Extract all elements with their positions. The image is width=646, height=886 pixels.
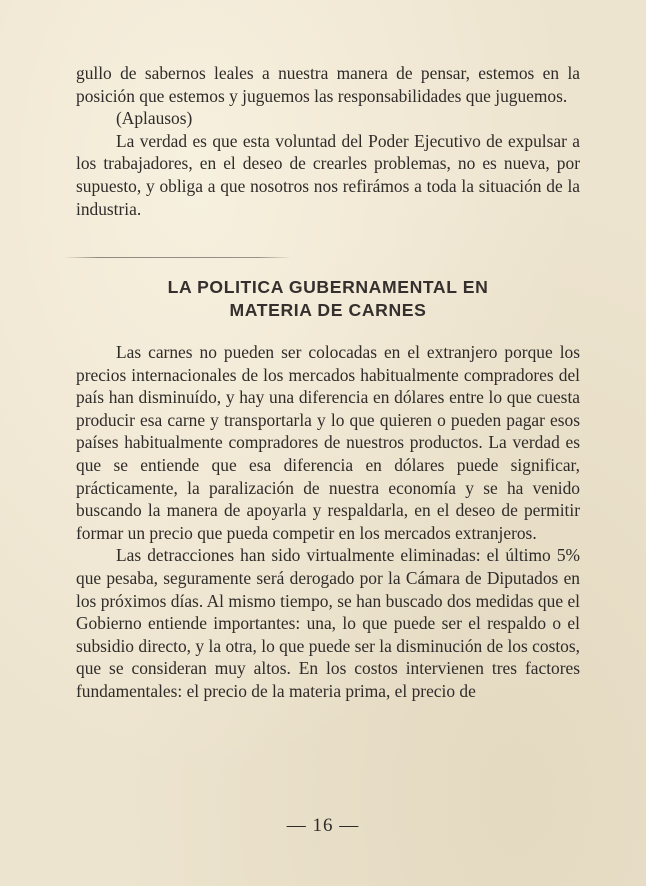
section-body xyxy=(76,341,580,703)
section-divider xyxy=(64,257,292,258)
paragraph: Las carnes no pueden ser colocadas en el extranjero porque los precios internacionales de los mercados habitualmente compradores del país han disminuído, y hay una diferencia en dólares entre lo que cuesta producir esa carne y transportarla y lo que quieren o pueden pagar esos países habitualmente compradores de nuestros productos. La verdad es que se entiende que esa diferencia en dólares puede significar, prácticamente, la paralización de nuestra economía y se ha venido buscando la manera de apoyarla y respaldarla, en el deseo de permitir formar un precio que pueda competir en los mercados extranjeros. xyxy=(76,342,580,543)
section-heading xyxy=(76,276,580,322)
paragraph: La verdad es que esta voluntad del Poder Ejecutivo de expulsar a los trabajadores, en el deseo de crearles problemas, no es nueva, por supuesto, y obliga a que nosotros nos refirámos a toda la situación de la industria. xyxy=(76,130,580,219)
continued-text xyxy=(76,62,580,220)
paragraph: Las detracciones han sido virtualmente eliminadas: el último 5% que pesaba, seguramente será derogado por la Cámara de Diputados en los próximos días. Al mismo tiempo, se han buscado dos medidas que el Gobierno entiende importantes: una, lo que puede ser el respaldo o el subsidio directo, y la otra, lo que puede ser la disminución de los costos, que se consideran muy altos. En los costos intervienen tres factores fundamentales: el precio de la materia prima, el precio de xyxy=(76,545,580,701)
page-number: — 16 — xyxy=(286,815,360,836)
heading-line: MATERIA DE CARNES xyxy=(229,300,427,320)
heading-line: LA POLITICA GUBERNAMENTAL EN xyxy=(167,277,489,297)
applause-note: (Aplausos) xyxy=(116,108,193,129)
paragraph: gullo de sabernos leales a nuestra manera de pensar, estemos en la posición que estemos y juguemos las responsabilidades que juguemos. xyxy=(76,63,580,106)
